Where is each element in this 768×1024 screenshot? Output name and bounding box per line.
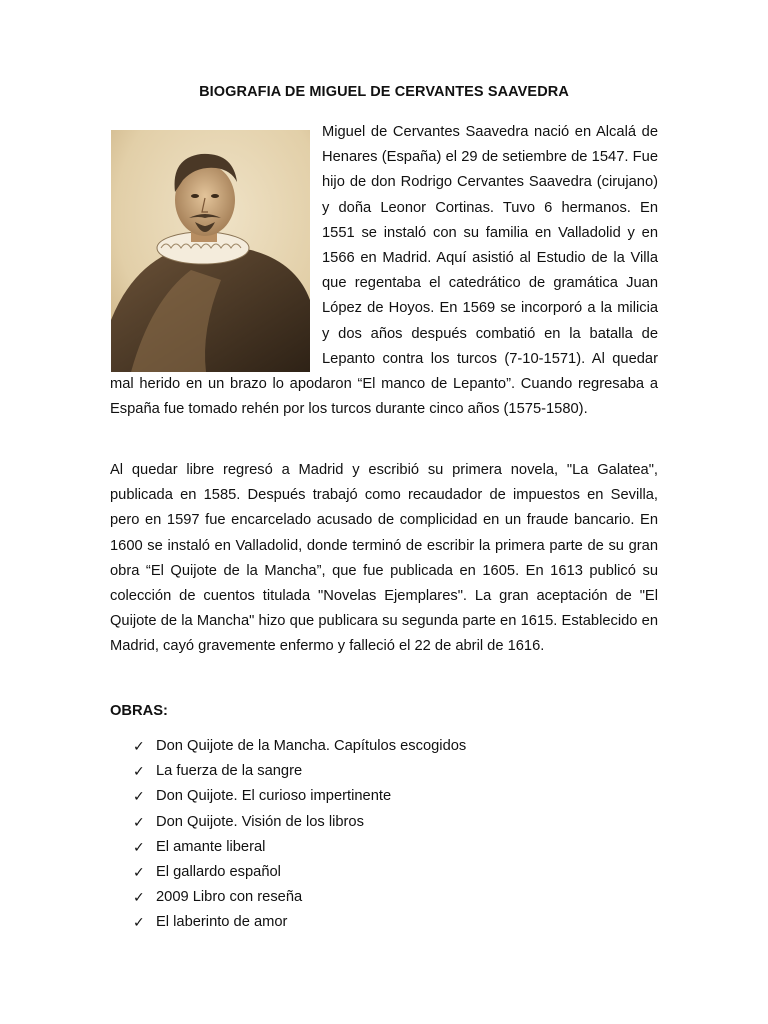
checkmark-icon: ✓ (133, 813, 145, 830)
checkmark-icon: ✓ (133, 838, 145, 855)
biography-paragraph-1 (110, 120, 658, 422)
checkmark-icon: ✓ (133, 889, 145, 906)
list-item-label: El amante liberal (156, 838, 266, 855)
list-item (133, 734, 466, 759)
obras-heading: OBRAS: (110, 703, 168, 719)
list-item-label: El gallardo español (156, 864, 281, 881)
biography-paragraph-2: Al quedar libre regresó a Madrid y escribió su primera novela, "La Galatea", publicada en 1585. Después trabajó como recaudador de impuestos en Sevilla, pero en 1597 fue encarcelado acusado de complicidad en un fraude bancario. En 1600 se instaló en Valladolid, donde terminó de escribir la primera parte de su gran obra “El Quijote de la Mancha”, que fue publicada en 1605. En 1613 publicó su colección de cuentos titulada "Novelas Ejemplares". La gran aceptación de "El Quijote de la Mancha" hizo que publicara su segunda parte en 1615. Establecido en Madrid, cayó gravemente enfermo y falleció el 22 de abril de 1616. (110, 462, 658, 655)
checkmark-icon: ✓ (133, 763, 145, 780)
checkmark-icon: ✓ (133, 914, 145, 931)
paragraph-1-text: Miguel de Cervantes Saavedra nació en Alcalá de Henares (España) el 29 de setiembre de 1547. Fue hijo de don Rodrigo Cervantes Saavedra (cirujano) y doña Leonor Cortinas. Tuvo 6 hermanos. En 1551 se instaló con su familia en Valladolid y en 1566 en Madrid. Aquí asistió al Estudio de la Villa que regentaba el catedrático de gramática Juan López de Hoyos. En 1569 se incorporó a la milicia y dos años después combatió en la batalla de Lepanto contra los turcos (7-10-1571). Al quedar mal herido en un brazo lo apodaron “El manco de Lepanto”. Cuando regresaba a España fue tomado rehén por los turcos durante cinco años (1575-1580). (110, 124, 658, 418)
list-item (133, 860, 466, 885)
list-item (133, 759, 466, 784)
list-item-label: La fuerza de la sangre (156, 763, 303, 780)
checkmark-icon: ✓ (133, 864, 145, 881)
document-title: BIOGRAFIA DE MIGUEL DE CERVANTES SAAVEDRA (199, 84, 569, 100)
list-item-label: El laberinto de amor (156, 914, 288, 931)
list-item (133, 784, 466, 809)
list-item-label: Don Quijote. El curioso impertinente (156, 788, 392, 805)
checkmark-icon: ✓ (133, 738, 145, 754)
checkmark-icon: ✓ (133, 788, 145, 805)
list-item (133, 810, 466, 835)
list-item (133, 835, 466, 860)
list-item (133, 910, 466, 935)
obras-list (133, 734, 466, 936)
portrait-text-wrap-spacer (110, 120, 322, 370)
list-item-label: Don Quijote de la Mancha. Capítulos escogidos (156, 738, 467, 754)
list-item-label: Don Quijote. Visión de los libros (156, 813, 364, 830)
list-item-label: 2009 Libro con reseña (156, 889, 303, 906)
list-item (133, 885, 466, 910)
